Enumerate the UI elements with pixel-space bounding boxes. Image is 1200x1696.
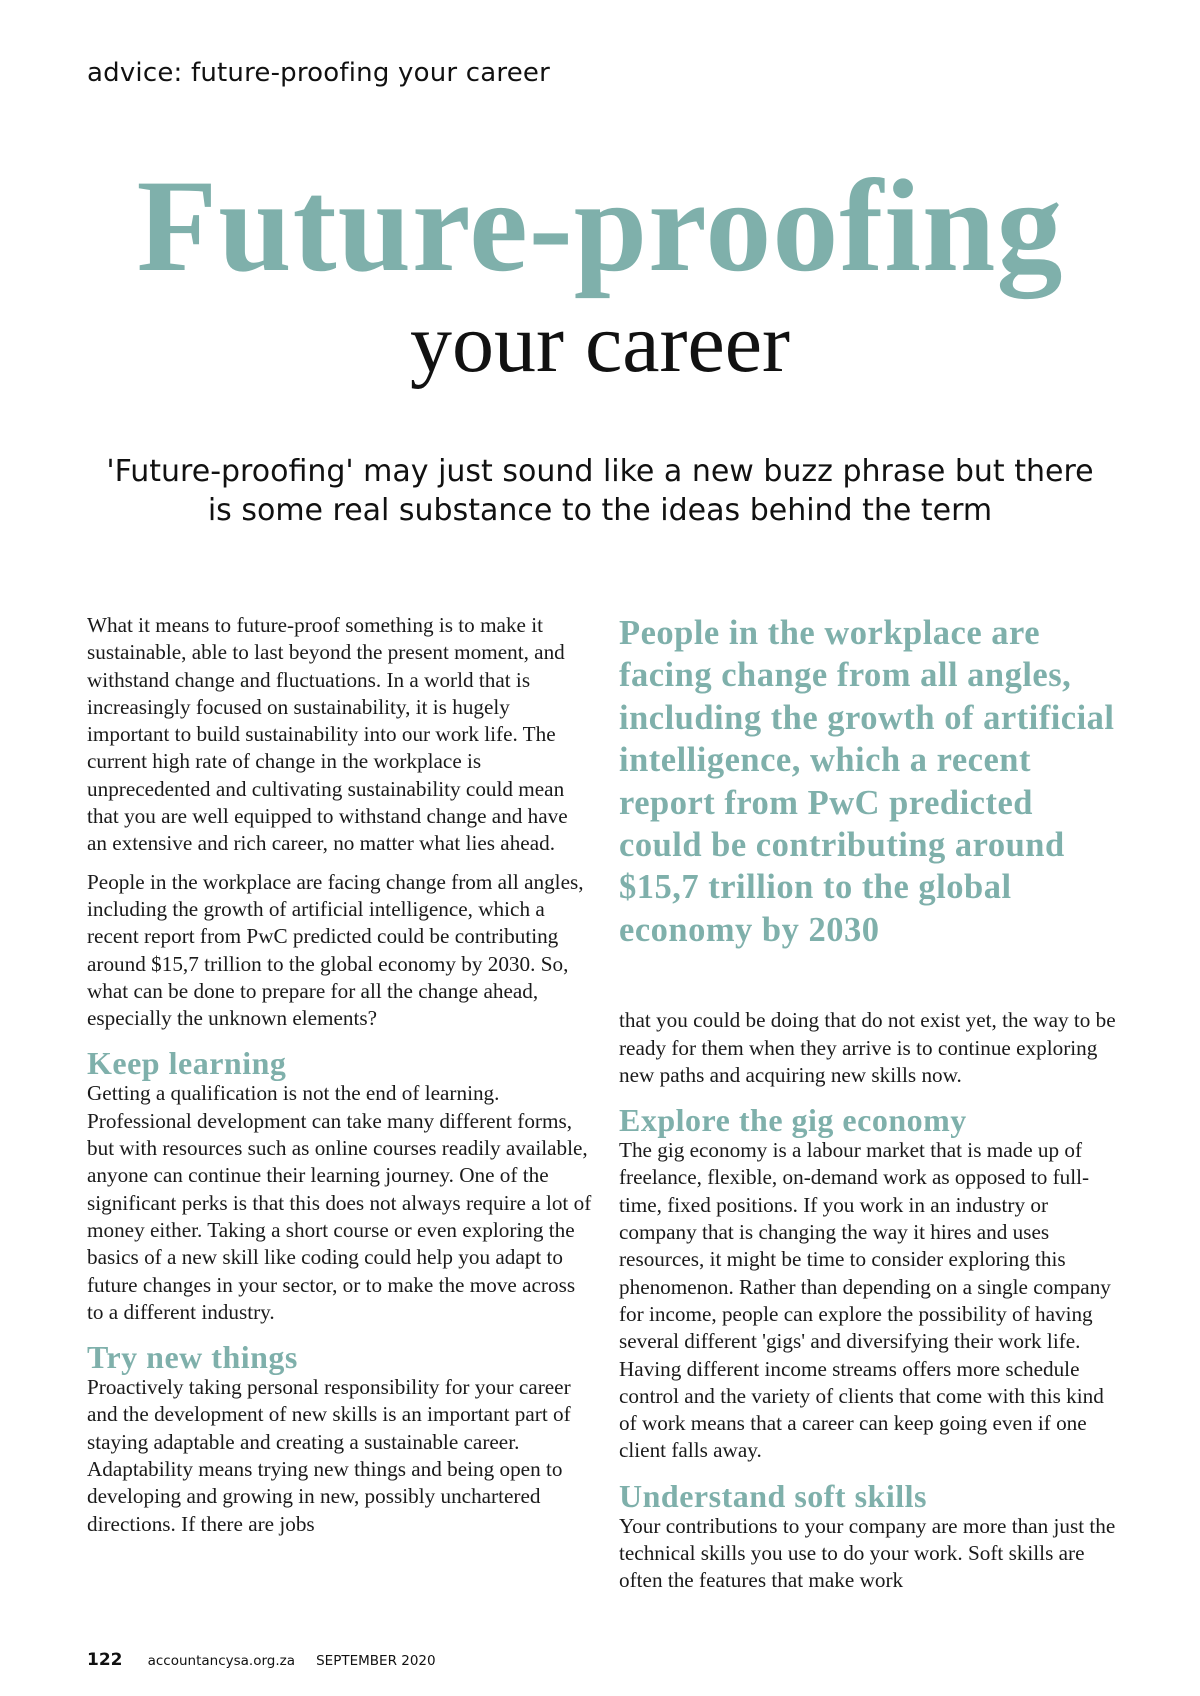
issue-date: SEPTEMBER 2020 [316,1653,436,1669]
keep-learning-body: Getting a qualification is not the end of learning. Professional development can take many different forms, but with resources such as online courses readily available, anyone can continue their learning journey. One of the significant perks is that this does not always require a lot of money either. Taking a short course or even exploring the basics of a new skill like coding could help you adapt to future changes in your sector, or to make the move across to a different industry. [87,1081,592,1324]
try-new-things-heading: Try new things [87,1339,298,1376]
soft-skills-heading: Understand soft skills [619,1477,927,1514]
right-column [619,612,1125,1606]
left-column [87,612,592,1549]
page-number: 122 [87,1650,123,1670]
intro-paragraph-2: People in the workplace are facing change from all angles, including the growth of artificial intelligence, which a recent report from PwC predicted could be contributing around $15,7 trillion to the global economy by 2030. So, what can be done to prepare for all the change ahead, especially the unknown elements? [87,869,584,1031]
section-label: advice: future-proofing your career [87,58,550,88]
pull-quote: People in the workplace are facing change from all angles, including the growth of artificial intelligence, which a recent report from PwC predicted could be contributing around $15,7 trillion to the global economy by 2030 [619,614,1115,949]
gig-economy-body: The gig economy is a labour market that is made up of freelance, flexible, on-demand work as opposed to full-time, fixed positions. If you work in an industry or company that is changing the way it hires and uses resources, it might be time to consider exploring this phenomenon. Rather than depending on a single company for income, people can explore the possibility of having several different 'gigs' and diversifying their work life. Having different income streams offers more schedule control and the variety of clients that come with this kind of work means that a career can keep going even if one client falls away. [619,1138,1111,1463]
intro-paragraph-1: What it means to future-proof something is to make it sustainable, able to last beyond the present moment, and withstand change and fluctuations. In a world that is increasingly focused on sustainability, it is hugely important to build sustainability into our work life. The current high rate of change in the workplace is unprecedented and cultivating sustainability could mean that you are well equipped to withstand change and have an extensive and rich career, no matter what lies ahead. [87,613,568,856]
headline: Future-proofing [136,152,1064,299]
headline-subtitle: your career [409,297,791,390]
try-new-things-body: Proactively taking personal responsibility for your career and the development of new skills is an important part of staying adaptable and creating a sustainable career. Adaptability means trying new things and being open to developing and growing in new, possibly unchartered directions. If there are jobs [87,1375,571,1536]
page-footer [87,1650,452,1670]
standfirst: 'Future-proofing' may just sound like a new buzz phrase but there is some real substance to the ideas behind the term [106,454,1094,528]
gig-economy-heading: Explore the gig economy [619,1102,967,1139]
website-link[interactable]: accountancysa.org.za [147,1653,296,1669]
soft-skills-body: Your contributions to your company are more than just the technical skills you use to do your work. Soft skills are often the features that make work [619,1513,1116,1593]
continued-paragraph: that you could be doing that do not exist yet, the way to be ready for them when they arrive is to continue exploring new paths and acquiring new skills now. [619,1008,1116,1087]
keep-learning-heading: Keep learning [87,1045,287,1082]
